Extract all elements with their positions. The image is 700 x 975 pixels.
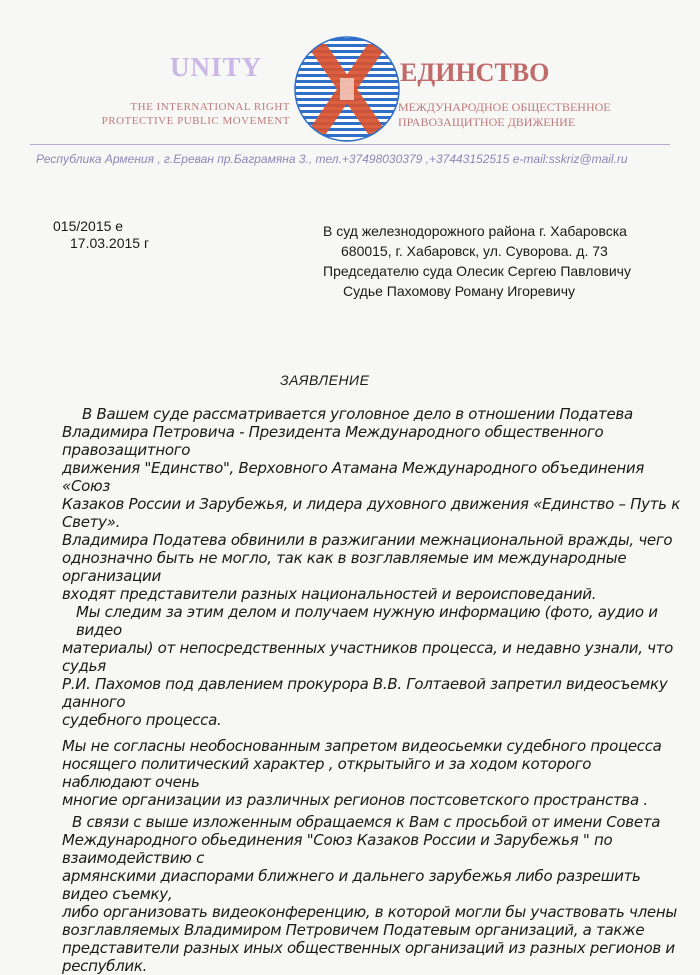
body-line: Мы не согласны необоснованным запретом видеосьемки судебного процесса [62, 737, 662, 755]
unity-x-logo-icon [292, 34, 402, 144]
reference-date: 17.03.2015 г [70, 235, 150, 251]
letterhead-edinstvo: ЕДИНСТВО [400, 58, 550, 87]
body-line: однозначно быть не могло, так как в возглавляемые им международные организации [62, 549, 627, 585]
document-title: ЗАЯВЛЕНИЕ [280, 372, 370, 388]
letterhead-left-line1: THE INTERNATIONAL RIGHT [130, 101, 290, 113]
body-line: многие организации из различных регионов постсоветского пространства . [62, 791, 648, 809]
body-line: носящего политический характер , открытыйго и за ходом которого наблюдают очень [62, 755, 592, 791]
body-line: Мы следим за этим делом и получаем нужную информацию (фото, аудио и видео [76, 603, 658, 639]
document-body [62, 405, 682, 975]
body-line: либо организовать видеоконференцию, в которой могли бы участвовать члены [62, 903, 677, 921]
letterhead-left-text [90, 100, 290, 128]
body-line: В Вашем суде рассматривается уголовное дело в отношении Податева [82, 405, 633, 423]
addressee-line4: Судье Пахомову Роману Игоревичу [343, 283, 576, 299]
letterhead-right-line2: ПРАВОЗАЩИТНОЕ ДВИЖЕНИЕ [398, 115, 576, 129]
body-line: возглавляемых Владимиром Петровичем Податевым организаций, а также [62, 921, 645, 939]
addressee-block [323, 221, 683, 301]
body-line: Казаков России и Зарубежья, и лидера духовного движения «Единство – Путь к Свету». [62, 495, 680, 531]
body-line: республик. [62, 957, 148, 975]
body-line: Международного обьединения "Союз Казаков России и Зарубежья " по взаимодействию с [62, 831, 613, 867]
body-line: Владимира Петровича - Президента Международного общественного правозащитного [62, 423, 604, 459]
body-line: входят представители разных национальностей и вероисповеданий. [62, 585, 597, 603]
letterhead-right-text [398, 100, 638, 130]
body-line: материалы) от непосредственных участников процесса, и недавно узнали, что судья [62, 639, 674, 675]
body-line: В связи с выше изложенным обращаемся к Вам с просьбой от имени Совета [72, 813, 661, 831]
body-line: представители разных иных общественных организаций из разных регионов и [62, 939, 675, 957]
letterhead-unity: UNITY [170, 52, 263, 82]
body-line: армянскими диаспорами ближнего и дальнего зарубежья либо разрешить видео съемку, [62, 867, 641, 903]
addressee-line3: Председателю суда Олесик Сергею Павловичу [323, 263, 631, 279]
body-line: движения "Единство", Верховного Атамана Международного объединения «Союз [62, 459, 645, 495]
body-line: судебного процесса. [62, 711, 222, 729]
addressee-line2: 680015, г. Хабаровск, ул. Суворова. д. 73 [341, 243, 608, 259]
letterhead-right-line1: МЕЖДУНАРОДНОЕ ОБЩЕСТВЕННОЕ [398, 100, 611, 114]
letterhead-address: Республика Армения , г.Ереван пр.Баграмяна 3., тел.+37498030379 ,+37443152515 e-mail:sskriz@mail.ru [36, 152, 628, 166]
addressee-line1: В суд железнодорожного района г. Хабаровска [323, 223, 627, 239]
body-line: Владимира Податева обвинили в разжигании межнациональной вражды, чего [62, 531, 673, 549]
reference-number: 015/2015 е [53, 218, 124, 234]
body-line: Р.И. Пахомов под давлением прокурора В.В. Голтаевой запретил видеосъемку данного [62, 675, 668, 711]
letterhead-divider [30, 144, 670, 145]
letterhead-left-line2: PROTECTIVE PUBLIC MOVEMENT [101, 115, 290, 127]
